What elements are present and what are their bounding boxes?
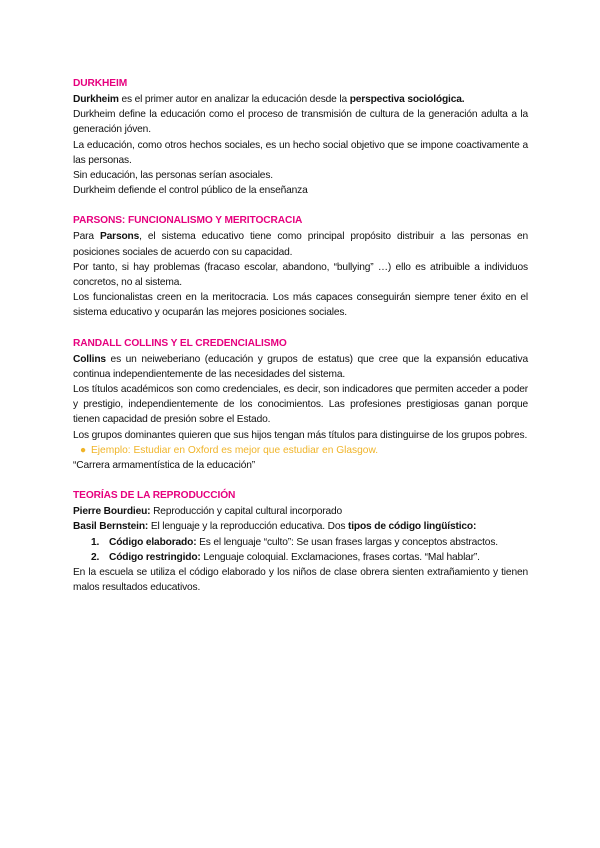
text-run: es el primer autor en analizar la educación desde la — [118, 94, 350, 105]
bold-term: Código elaborado: — [109, 536, 197, 548]
paragraph: Durkheim defiende el control público de la enseñanza — [73, 185, 308, 197]
text-run: El lenguaje y la reproducción educativa. Dos — [148, 521, 348, 533]
list-number: 2. — [91, 551, 100, 563]
text-run: es un neiweberiano (educación y grupos de estatus) que cree que la expansión educativa continua independientemente de las necesidades del sistema. — [73, 353, 528, 380]
section-parsons — [73, 212, 528, 320]
paragraph: Durkheim define la educación como el proceso de transmisión de cultura de la generación adulta a la generación jóven. — [73, 109, 528, 136]
text-run: Para — [73, 231, 100, 243]
list-item — [73, 535, 528, 550]
document-page — [73, 72, 528, 609]
text-run: Reproducción y capital cultural incorporado — [150, 506, 343, 518]
paragraph: Los funcionalistas creen en la meritocracia. Los más capaces conseguirán siempre tener éxito en el sistema educativo y ocuparán las mejores posiciones sociales. — [73, 292, 528, 319]
bullet-dot-icon: ● — [80, 444, 87, 456]
numbered-list — [73, 535, 528, 565]
paragraph: “Carrera armamentística de la educación” — [73, 460, 255, 472]
section-heading: DURKHEIM — [73, 78, 128, 89]
bold-term: Basil Bernstein: — [73, 521, 149, 533]
section-collins — [73, 335, 528, 474]
paragraph: Por tanto, si hay problemas (fracaso escolar, abandono, “bullying” …) ello es atribuible a individuos concretos, no al sistema. — [73, 261, 528, 289]
paragraph: Sin educación, las personas serían asociales. — [73, 170, 273, 182]
bold-term: Pierre Bourdieu: — [73, 506, 151, 518]
bold-term: Durkheim — [73, 94, 119, 105]
text-run: Es el lenguaje “culto”: Se usan frases largas y conceptos abstractos. — [196, 536, 498, 548]
bold-term: perspectiva sociológica. — [349, 94, 465, 105]
paragraph: En la escuela se utiliza el código elaborado y los niños de clase obrera sienten extrañamiento y tienen malos resultados educativos. — [73, 567, 528, 594]
paragraph: Los títulos académicos son como credenciales, es decir, son indicadores que permiten acceder a poder y prestigio, independientemente de los conocimientos. Las profesiones prestigiosas ganan porque tienen capacidad de presión sobre el Estado. — [73, 384, 528, 426]
paragraph — [73, 92, 528, 107]
bold-term: Collins — [73, 353, 106, 365]
bullet-text: Ejemplo: Estudiar en Oxford es mejor que estudiar en Glasgow. — [91, 444, 379, 456]
text-run: , el sistema educativo tiene como principal propósito distribuir a las personas en posiciones sociales de acuerdo con su capacidad. — [73, 231, 528, 258]
paragraph — [73, 504, 528, 519]
bold-term: Parsons — [99, 231, 140, 243]
section-heading: RANDALL COLLINS Y EL CREDENCIALISMO — [73, 337, 287, 349]
section-reproduccion — [73, 487, 528, 595]
paragraph — [73, 352, 528, 382]
section-heading: TEORÍAS DE LA REPRODUCCIÓN — [73, 490, 236, 502]
paragraph: La educación, como otros hechos sociales, es un hecho social objetivo que se impone coactivamente a las personas. — [73, 139, 528, 166]
text-run: Lenguaje coloquial. Exclamaciones, frases cortas. “Mal hablar”. — [200, 551, 480, 563]
list-number: 1. — [91, 536, 100, 548]
bold-term: tipos de código lingüístico: — [347, 521, 477, 533]
paragraph: Los grupos dominantes quieren que sus hijos tengan más títulos para distinguirse de los grupos pobres. — [73, 429, 528, 441]
example-bullet — [73, 443, 528, 458]
section-durkheim — [73, 75, 528, 198]
bold-term: Código restringido: — [109, 551, 201, 563]
paragraph — [73, 229, 528, 259]
section-heading: PARSONS: FUNCIONALISMO Y MERITOCRACIA — [73, 215, 303, 227]
list-item — [73, 550, 528, 565]
paragraph — [73, 519, 528, 534]
